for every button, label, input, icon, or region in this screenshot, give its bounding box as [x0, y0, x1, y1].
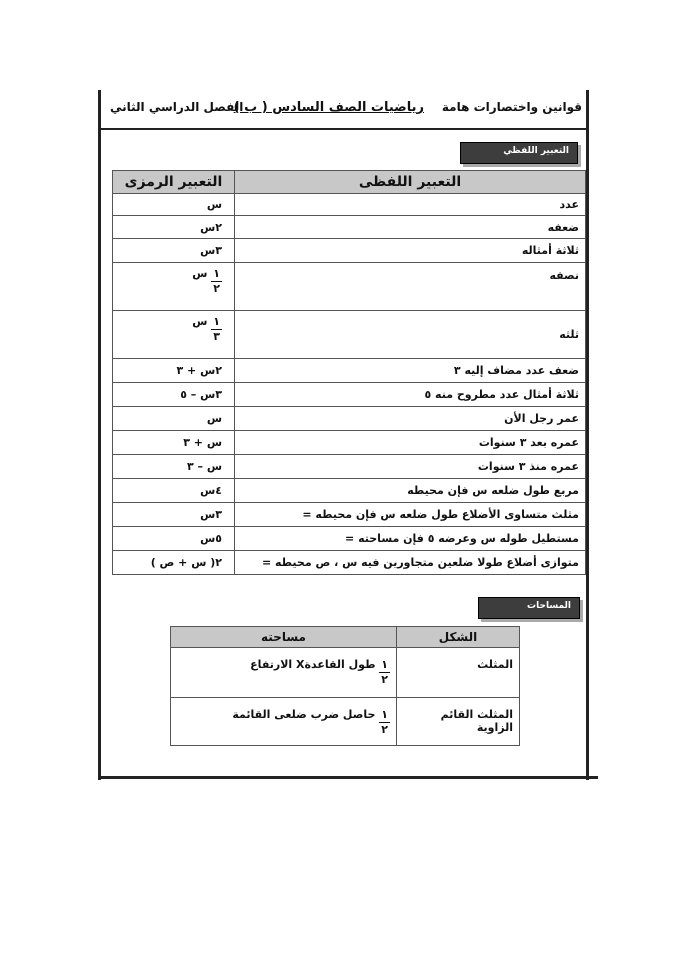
symbol-cell: ٣س – ٥: [113, 383, 235, 407]
verbal-cell: ثلاثة أمثال عدد مطروح منه ٥: [235, 383, 586, 407]
table-row: [113, 359, 586, 383]
table-row: [113, 383, 586, 407]
symbol-cell: ٢س: [113, 216, 235, 239]
page-bottom-rule: [98, 776, 598, 779]
page-frame-right: [586, 90, 589, 780]
area-header-row: [171, 627, 520, 648]
symbol-cell: س + ٣: [113, 431, 235, 455]
area-cell: [171, 648, 397, 698]
table-row: [113, 216, 586, 239]
section-label-verbal: التعبير اللفظي: [460, 142, 578, 164]
table-row: [171, 698, 520, 746]
verbal-cell: ثلاثة أمثاله: [235, 239, 586, 263]
area-formula-text: حاصل ضرب ضلعى القائمة: [232, 708, 376, 721]
table-row: [113, 194, 586, 216]
table-header-row: [113, 171, 586, 194]
symbol-cell: ٣س: [113, 503, 235, 527]
fraction: [211, 315, 222, 344]
verbal-cell: ضعف عدد مضاف إليه ٣: [235, 359, 586, 383]
symbol-header: التعبير الرمزى: [113, 171, 235, 194]
area-header: مساحته: [171, 627, 397, 648]
table-row: [113, 503, 586, 527]
verbal-cell: عدد: [235, 194, 586, 216]
table-row: [113, 527, 586, 551]
fraction-numerator: ١: [381, 658, 388, 671]
fraction: [379, 658, 390, 687]
fraction-denominator: ٢: [213, 282, 220, 295]
area-table: [170, 626, 520, 746]
verbal-cell: مثلث متساوى الأضلاع طول ضلعه س فإن محيطه =: [235, 503, 586, 527]
symbol-cell: [113, 311, 235, 359]
fraction: [379, 708, 390, 737]
verbal-cell: مربع طول ضلعه س فإن محيطه: [235, 479, 586, 503]
header-divider: [100, 128, 588, 130]
verbal-symbol-table: [112, 170, 586, 575]
symbol-cell: ٤س: [113, 479, 235, 503]
table-row: [113, 263, 586, 311]
page-header: [100, 96, 586, 124]
fraction-denominator: ٢: [381, 673, 388, 686]
table-row: [113, 431, 586, 455]
verbal-cell: ثلثه: [235, 311, 586, 359]
fraction: [211, 267, 222, 296]
verbal-cell: عمره بعد ٣ سنوات: [235, 431, 586, 455]
fraction-variable: س: [192, 267, 208, 280]
verbal-header: التعبير اللفظى: [235, 171, 586, 194]
symbol-cell: [113, 263, 235, 311]
fraction-numerator: ١: [381, 708, 388, 721]
shape-cell: المثلث: [397, 648, 520, 698]
symbol-cell: ٥س: [113, 527, 235, 551]
area-formula-text: طول القاعدةX الارتفاع: [250, 658, 376, 671]
header-title: قوانين واختصارات هامة: [441, 100, 582, 114]
symbol-cell: ٢س + ٣: [113, 359, 235, 383]
fraction-denominator: ٣: [213, 330, 220, 343]
symbol-cell: س – ٣: [113, 455, 235, 479]
table-row: [113, 407, 586, 431]
table-row: [113, 239, 586, 263]
verbal-cell: عمر رجل الأن: [235, 407, 586, 431]
fraction-denominator: ٢: [381, 723, 388, 736]
symbol-cell: ٢( س + ص ): [113, 551, 235, 575]
shape-cell: المثلث القائم الزاوية: [397, 698, 520, 746]
verbal-cell: مستطيل طوله س وعرضه ٥ فإن مساحته =: [235, 527, 586, 551]
fraction-numerator: ١: [213, 267, 220, 280]
fraction-numerator: ١: [213, 315, 220, 328]
table-row: [113, 551, 586, 575]
shape-header: الشكل: [397, 627, 520, 648]
header-subject: رياضيات الصف السادس ( ب ): [233, 100, 424, 115]
symbol-cell: س: [113, 407, 235, 431]
symbol-cell: س: [113, 194, 235, 216]
header-term: الفصل الدراسي الثاني: [110, 100, 244, 114]
area-cell: [171, 698, 397, 746]
symbol-cell: ٣س: [113, 239, 235, 263]
table-row: [113, 455, 586, 479]
table-row: [113, 311, 586, 359]
verbal-cell: متوازى أضلاع طولا ضلعين متجاورين فيه س ، ص محيطه =: [235, 551, 586, 575]
verbal-cell: نصفه: [235, 263, 586, 311]
page-frame-left: [98, 90, 101, 780]
fraction-variable: س: [192, 315, 208, 328]
verbal-cell: عمره منذ ٣ سنوات: [235, 455, 586, 479]
section-label-areas: المساحات: [478, 597, 580, 619]
table-row: [171, 648, 520, 698]
table-row: [113, 479, 586, 503]
verbal-cell: ضعفه: [235, 216, 586, 239]
